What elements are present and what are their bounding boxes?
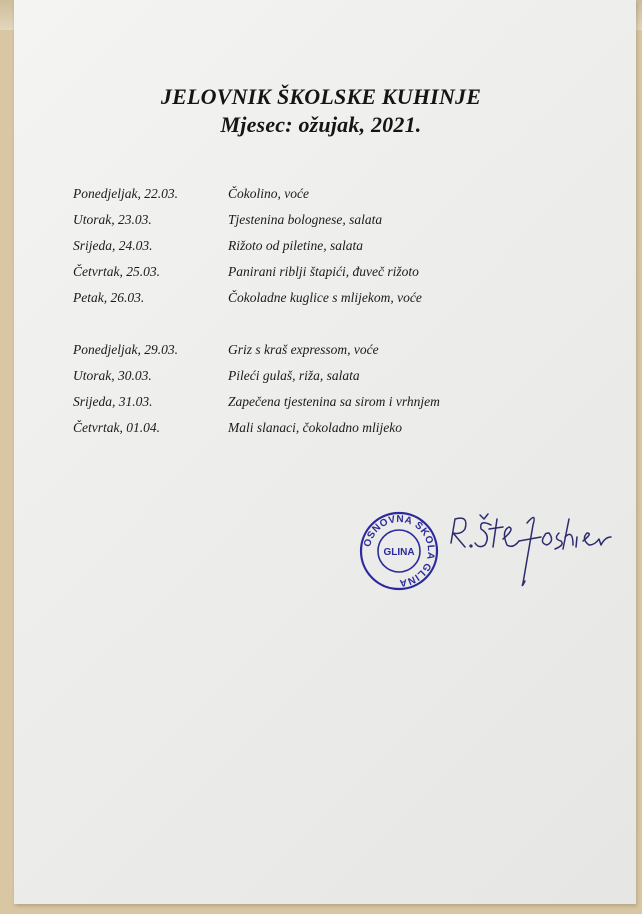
menu-meal: Rižoto od piletine, salata: [228, 238, 363, 253]
menu-day: Ponedjeljak, 22.03.: [73, 186, 178, 201]
school-stamp: [358, 510, 440, 592]
menu-day: Utorak, 30.03.: [73, 368, 152, 383]
menu-meal: Pileći gulaš, riža, salata: [228, 368, 360, 383]
menu-row: [73, 394, 533, 420]
document-title: JELOVNIK ŠKOLSKE KUHINJE: [160, 84, 482, 109]
menu-meal: Čokoladne kuglice s mlijekom, voće: [228, 290, 422, 305]
menu-meal: Panirani riblji štapići, đuveč rižoto: [228, 264, 419, 279]
week-separator: [73, 316, 533, 342]
menu-day: Ponedjeljak, 29.03.: [73, 342, 178, 357]
document-subtitle: Mjesec: ožujak, 2021.: [220, 112, 422, 137]
menu-day: Četvrtak, 25.03.: [73, 264, 160, 279]
menu-list: [73, 186, 533, 446]
menu-row: [73, 420, 533, 446]
menu-meal: Mali slanaci, čokoladno mlijeko: [228, 420, 402, 435]
menu-meal: Tjestenina bolognese, salata: [228, 212, 383, 227]
menu-row: [73, 290, 533, 316]
menu-row: [73, 342, 533, 368]
menu-row: [73, 368, 533, 394]
menu-day: Srijeda, 31.03.: [73, 394, 153, 409]
menu-meal: Zapečena tjestenina sa sirom i vrhnjem: [228, 394, 440, 409]
stamp-center-text: GLINA: [383, 547, 415, 558]
menu-row: [73, 264, 533, 290]
signature-text: R. Štefoshier: [443, 505, 449, 506]
menu-meal: Griz s kraš expressom, voće: [228, 342, 379, 357]
signature: [443, 505, 613, 595]
menu-day: Petak, 26.03.: [73, 290, 145, 305]
menu-row: [73, 238, 533, 264]
menu-day: Utorak, 23.03.: [73, 212, 152, 227]
menu-day: Srijeda, 24.03.: [73, 238, 153, 253]
menu-row: [73, 212, 533, 238]
menu-meal: Čokolino, voće: [228, 186, 309, 201]
stamp-ring-text: OSNOVNA ŠKOLA GLINA: [362, 513, 437, 589]
menu-day: Četvrtak, 01.04.: [73, 420, 160, 435]
menu-row: [73, 186, 533, 212]
